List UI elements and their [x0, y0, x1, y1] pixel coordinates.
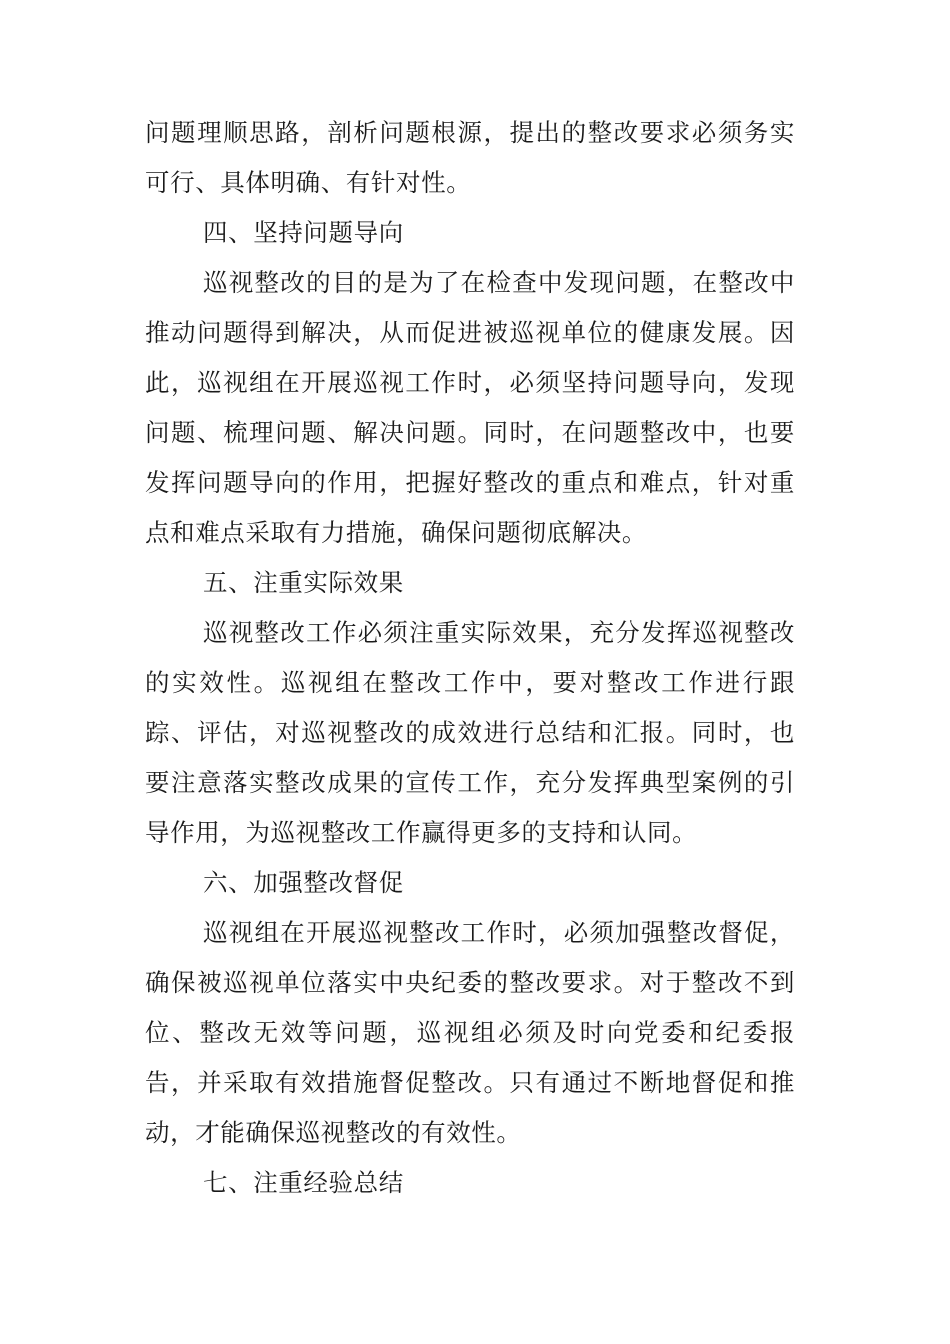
document-body [145, 108, 795, 1208]
section-heading-6: 六、加强整改督促 [203, 868, 404, 897]
paragraph-section-6: 巡视组在开展巡视整改工作时，必须加强整改督促，确保被巡视单位落实中央纪委的整改要求。对于整改不到位、整改无效等问题，巡视组必须及时向党委和纪委报告，并采取有效措施督促整改。只有通过不断地督促和推动，才能确保巡视整改的有效性。 [145, 918, 795, 1147]
paragraph-section-4: 巡视整改的目的是为了在检查中发现问题，在整改中推动问题得到解决，从而促进被巡视单位的健康发展。因此，巡视组在开展巡视工作时，必须坚持问题导向，发现问题、梳理问题、解决问题。同时，在问题整改中，也要发挥问题导向的作用，把握好整改的重点和难点，针对重点和难点采取有力措施，确保问题彻底解决。 [145, 268, 795, 547]
section-heading-7: 七、注重经验总结 [203, 1168, 404, 1197]
section-heading-4: 四、坚持问题导向 [203, 218, 404, 247]
section-heading-5: 五、注重实际效果 [203, 568, 404, 597]
paragraph-section-5: 巡视整改工作必须注重实际效果，充分发挥巡视整改的实效性。巡视组在整改工作中，要对整改工作进行跟踪、评估，对巡视整改的成效进行总结和汇报。同时，也要注意落实整改成果的宣传工作，充分发挥典型案例的引导作用，为巡视整改工作赢得更多的支持和认同。 [145, 618, 795, 847]
paragraph-continuation: 问题理顺思路，剖析问题根源，提出的整改要求必须务实可行、具体明确、有针对性。 [145, 118, 795, 197]
